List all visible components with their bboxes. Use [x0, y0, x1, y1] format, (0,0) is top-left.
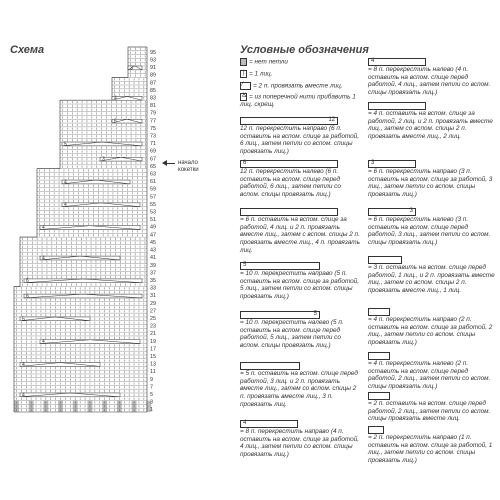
row-number: 11 [150, 369, 156, 376]
row-number: 5 [150, 392, 153, 399]
legend-cable-12-right: 12 12 п. перекрестить направо (6 п. оставить на вспом. спице за работой, 6 лиц., затем петли со вспом. спицы провязать лиц.) [240, 117, 360, 156]
start-arrow-icon [163, 163, 175, 164]
row-number: 17 [150, 346, 156, 353]
increase-icon: Ճ [242, 93, 247, 99]
legend-no-stitch: = нет петли [240, 58, 360, 66]
cable-6-right-icon: 3 [368, 160, 416, 168]
row-number: 51 [150, 217, 156, 224]
row-number: 43 [150, 247, 156, 254]
legend-cross-2-right: = 2 п. перекрестить направо (1 п. оставить на вспом. спице за работой, 1 лиц., затем петли со вспом. спицы провязать лиц.) [368, 426, 496, 465]
cable-8-left-icon: 4 [368, 58, 426, 66]
cable-4-left-icon [368, 352, 390, 360]
cable-cross [20, 317, 90, 321]
row-number: 61 [150, 179, 156, 186]
row-number: 59 [150, 186, 156, 193]
row-number: 63 [150, 171, 156, 178]
start-label: начало кокетки [178, 160, 199, 173]
legend-cable-6-right: 3 = 6 п. перекрестить направо (3 п. оставить на вспом. спице за работой, 3 лиц., затем петли со вспом. спицы провязать лиц.) [368, 160, 493, 199]
row-number: 79 [150, 110, 156, 117]
legend-cable-4-right: = 4 п. перекрестить направо (2 п. оставить на вспом. спице за работой, 2 лиц., затем петли со вспом. спицы провязать лиц.) [368, 308, 496, 347]
cable-cross [40, 256, 120, 260]
cable-2-dec-icon [368, 392, 390, 400]
cable-digit: 4 [42, 339, 45, 346]
cable-cross [20, 363, 100, 367]
cable-digit: 4 [22, 361, 25, 368]
cable-digit: 4 [64, 179, 67, 186]
legend-knit: | = 1 лиц. [240, 70, 360, 78]
row-number: 31 [150, 293, 156, 300]
legend-cable-8-left: 4 = 8 п. перекрестить налево (4 п. оставить на вспом. спице перед работой, 4 лиц., затем петли со вспом. спицы провязать лиц.) [368, 58, 491, 97]
cable-4-right-icon [368, 308, 390, 316]
cable-digit: 6 [26, 293, 29, 300]
cable-cross [62, 142, 142, 146]
legend-title: Условные обозначения [240, 44, 369, 56]
row-number: 27 [150, 308, 156, 315]
row-number: 81 [150, 103, 156, 110]
cable-cross [24, 279, 142, 283]
row-number: 67 [150, 156, 156, 163]
legend-increase: Ճ = из поперечной нити прибавить 1 лиц. скрещ. [240, 93, 356, 109]
legend-cable-12-dec: = 6 п. оставить на вспом. спице за работой, 4 лиц. и 2 п. провязать вместе лиц., затем с вспом. спицы 2 п. провязать вместе лиц., 4 п. провязать лиц. [240, 208, 360, 254]
cable-8-right-icon: 4 [240, 420, 298, 428]
cable-digit: 6 [114, 118, 117, 125]
row-number: 7 [150, 384, 153, 391]
cable-digit: 4 [114, 95, 117, 102]
schema-title: Схема [10, 44, 45, 56]
cable-cross [20, 393, 120, 397]
row-number: 75 [150, 125, 156, 132]
cable-digit: 3 [130, 65, 133, 72]
row-number: 23 [150, 323, 156, 330]
row-number: 3 [150, 399, 153, 406]
k2tog-icon: ⁄ [240, 82, 251, 90]
cable-cross [40, 226, 140, 230]
cable-8-dec-icon [368, 102, 426, 110]
cross-2-right-icon [368, 426, 384, 434]
cable-12-left-icon: 6 [240, 160, 338, 168]
row-number: 83 [150, 95, 156, 102]
row-number: 53 [150, 209, 156, 216]
row-number: 15 [150, 354, 156, 361]
row-number: 13 [150, 361, 156, 368]
legend-cable-12-left: 6 12 п. перекрестить налево (6 п. оставить на вспом. спице перед работой, 6 лиц., затем петли со вспом. спицы провязать лиц.) [240, 160, 341, 199]
row-number: 77 [150, 118, 156, 125]
no-stitch-icon [240, 58, 247, 66]
row-number: 89 [150, 72, 156, 79]
row-number: 65 [150, 163, 156, 170]
row-number: 73 [150, 133, 156, 140]
cable-12-right-icon: 12 [240, 117, 338, 125]
legend-k2tog: ⁄ = 2 п. провязать вместе лиц. [242, 82, 343, 90]
cable-12-dec-icon [240, 208, 338, 216]
row-number: 87 [150, 80, 156, 87]
row-number: 71 [150, 141, 156, 148]
row-number: 19 [150, 338, 156, 345]
cable-10-left-icon: 5 [240, 311, 320, 319]
cable-digit: 5 [64, 141, 67, 148]
row-number: 93 [150, 57, 156, 64]
cable-10-right-icon: 5 [240, 262, 320, 270]
cable-digit: 6 [26, 278, 29, 285]
legend-cable-10-left: 5 = 10 п. перекрестить налево (5 п. оставить на вспом. спице перед работой, 5 лиц., затем петли со вспом. спицы провязать лиц.) [240, 311, 344, 350]
cable-digit: 3 [102, 156, 105, 163]
row-number: 39 [150, 262, 156, 269]
row-number: 45 [150, 239, 156, 246]
cable-digit: 4 [22, 392, 25, 399]
row-number: 37 [150, 270, 156, 277]
legend-cable-10-dec: = 5 п. оставить на вспом. спице перед работой, 3 лиц. и 2 п. провязать вместе лиц., затем со вспом. спицы 2 п. провязать вместе лиц., 3 п. провязать лиц. [240, 362, 360, 408]
row-number: 35 [150, 277, 156, 284]
row-number: 47 [150, 232, 156, 239]
legend-cable-6-left: 3 = 6 п. перекрестить налево (3 п. оставить на вспом. спице перед работой, 3 лиц., затем петли со вспом. спицы провязать лиц.) [368, 208, 491, 247]
row-number: 55 [150, 201, 156, 208]
cable-cross [62, 180, 130, 184]
cable-digit: 4 [42, 255, 45, 262]
cable-6-left-icon: 3 [368, 208, 416, 216]
row-number: 49 [150, 224, 156, 231]
cable-cross [100, 157, 142, 161]
row-number: 29 [150, 300, 156, 307]
row-number: 33 [150, 285, 156, 292]
cable-cross [40, 340, 140, 344]
legend-cable-8-right: 4 = 8 п. перекрестить направо (4 п. оставить на вспом. спице за работой, 4 лиц., затем петли со вспом. спицы провязать лиц.) [240, 420, 360, 459]
legend-cable-2-dec: = 2 п. оставить на вспом. спице перед работой, 2 лиц., затем петли со вспом. спицы провязать вместе лиц. [368, 392, 496, 423]
row-number: 91 [150, 65, 156, 72]
cable-digit: 5 [22, 316, 25, 323]
row-number: 85 [150, 87, 156, 94]
knit-icon: | [240, 70, 247, 78]
row-number: 41 [150, 255, 156, 262]
row-number: 21 [150, 331, 156, 338]
row-number: 95 [150, 49, 156, 56]
row-number: 25 [150, 315, 156, 322]
cable-digit: 4 [64, 202, 67, 209]
cable-cross [62, 203, 140, 207]
row-number: 69 [150, 148, 156, 155]
legend-cable-3-dec: = 3 п. оставить на вспом. спице перед работой, 1 лиц., и 2 п. провязать вместе лиц., затем со вспом. спицы 2 п. провязать вместе лиц., 1 лиц. [368, 256, 496, 295]
row-number: 1 [150, 407, 153, 414]
row-number: 57 [150, 194, 156, 201]
cable-3-dec-icon [368, 256, 402, 264]
cable-cross [24, 294, 142, 298]
cable-digit: 4 [42, 225, 45, 231]
cable-10-dec-icon [240, 362, 300, 370]
legend-cable-8-dec: = 4 п. оставить на вспом. спице за работой, 2 лиц. и 2 п. провязать вместе лиц., затем со вспом. спицы 2 п. провязать вместе лиц., 2 лиц. [368, 102, 496, 141]
legend-cable-4-left: = 4 п. перекрестить налево (2 п. оставить на вспом. спице перед работой, 2 лиц., затем петли со вспом. спицы провязать лиц.) [368, 352, 496, 391]
row-number: 9 [150, 376, 153, 383]
legend-cable-10-right: 5 = 10 п. перекрестить направо (5 п. оставить на вспом. спице за работой, 5 лиц., затем петли со вспом. спицы провязать лиц.) [240, 262, 360, 301]
